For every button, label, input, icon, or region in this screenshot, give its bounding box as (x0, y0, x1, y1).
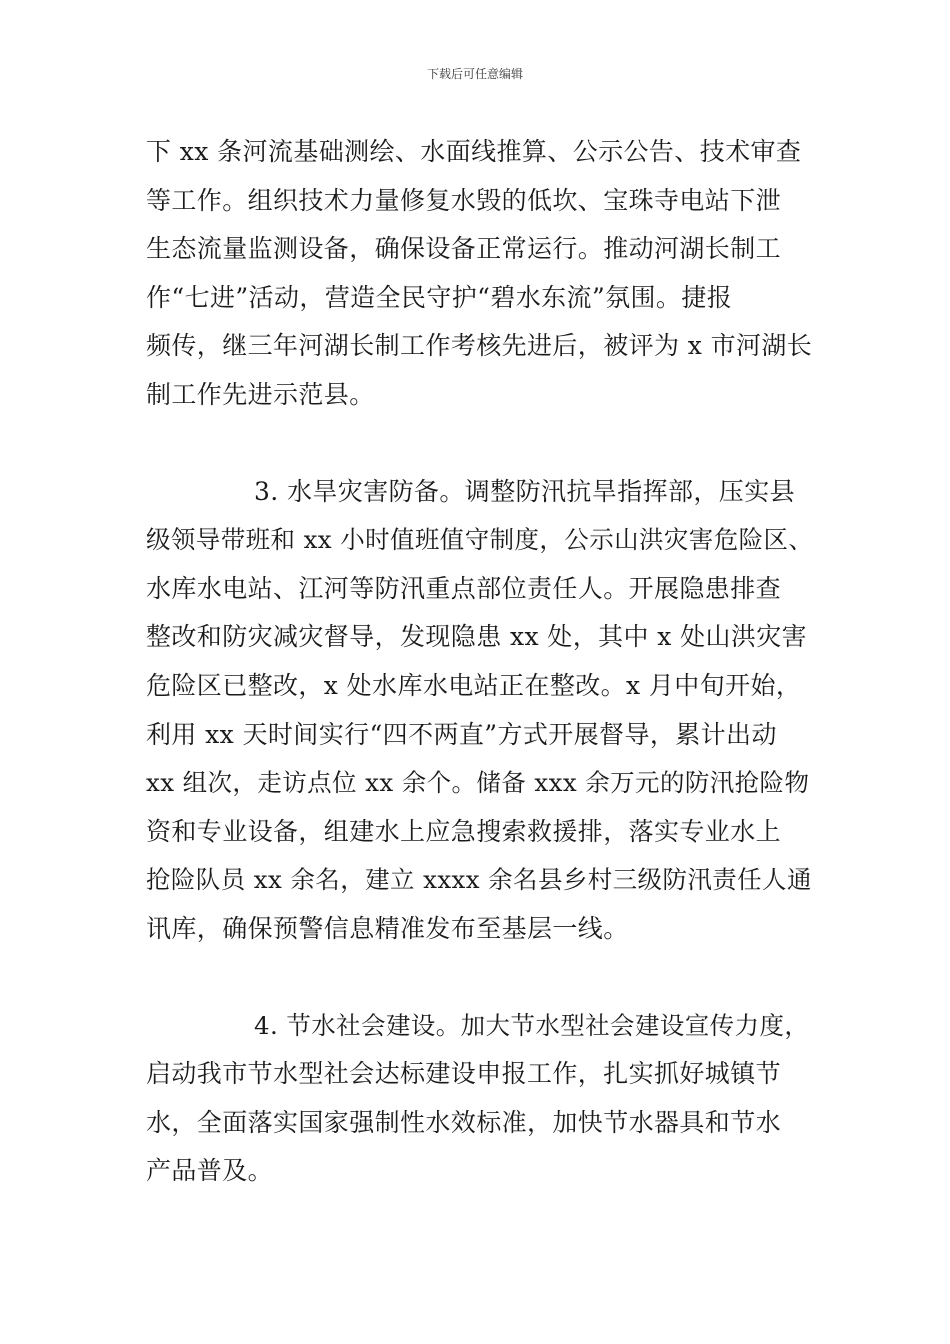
paragraph-river-survey (146, 128, 818, 420)
section-heading-line: 4. 节水社会建设。加大节水型社会建设宣传力度， (254, 1010, 810, 1040)
text-line: 启动我市节水型社会达标建设申报工作，扎实抓好城镇节 (146, 1059, 782, 1089)
document-body (146, 128, 818, 1196)
text-line: 讯库，确保预警信息精准发布至基层一线。 (146, 913, 629, 943)
text-line: 制工作先进示范县。 (146, 379, 375, 409)
paragraph-gap (146, 420, 818, 468)
text-line: 生态流量监测设备，确保设备正常运行。推动河湖长制工 (146, 234, 782, 264)
text-line: 资和专业设备，组建水上应急搜索救援排，落实专业水上 (146, 816, 782, 846)
text-line: 利用 xx 天时间实行“四不两直”方式开展督导，累计出动 (146, 719, 777, 749)
page-header: 下载后可任意编辑 (426, 67, 523, 81)
text-line: xx 组次，走访点位 xx 余个。储备 xxx 余万元的防汛抢险物 (146, 768, 810, 798)
text-line: 抢险队员 xx 余名，建立 xxxx 余名县乡村三级防汛责任人通 (146, 865, 812, 895)
text-line: 水，全面落实国家强制性水效标准，加快节水器具和节水 (146, 1107, 782, 1137)
text-line: 频传，继三年河湖长制工作考核先进后，被评为 x 市河湖长 (146, 331, 813, 361)
text-line: 等工作。组织技术力量修复水毁的低坎、宝珠寺电站下泄 (146, 185, 782, 215)
text-line: 危险区已整改，x 处水库水电站正在整改。x 月中旬开始， (146, 670, 802, 700)
text-line: 下 xx 条河流基础测绘、水面线推算、公示公告、技术审查 (146, 137, 802, 166)
text-line: 产品普及。 (146, 1156, 274, 1186)
section-heading-line: 3. 水旱灾害防备。调整防汛抗旱指挥部，压实县 (254, 476, 796, 506)
paragraph-water-saving (146, 1002, 818, 1196)
text-line: 水库水电站、江河等防汛重点部位责任人。开展隐患排查 (146, 573, 782, 603)
text-line: 级领导带班和 xx 小时值班值守制度，公示山洪灾害危险区、 (146, 525, 814, 555)
text-line: 整改和防灾减灾督导，发现隐患 xx 处，其中 x 处山洪灾害 (146, 622, 808, 652)
paragraph-flood-drought-prevention (146, 468, 818, 954)
paragraph-gap (146, 954, 818, 1002)
text-line: 作“七进”活动，营造全民守护“碧水东流”氛围。捷报 (146, 282, 733, 312)
